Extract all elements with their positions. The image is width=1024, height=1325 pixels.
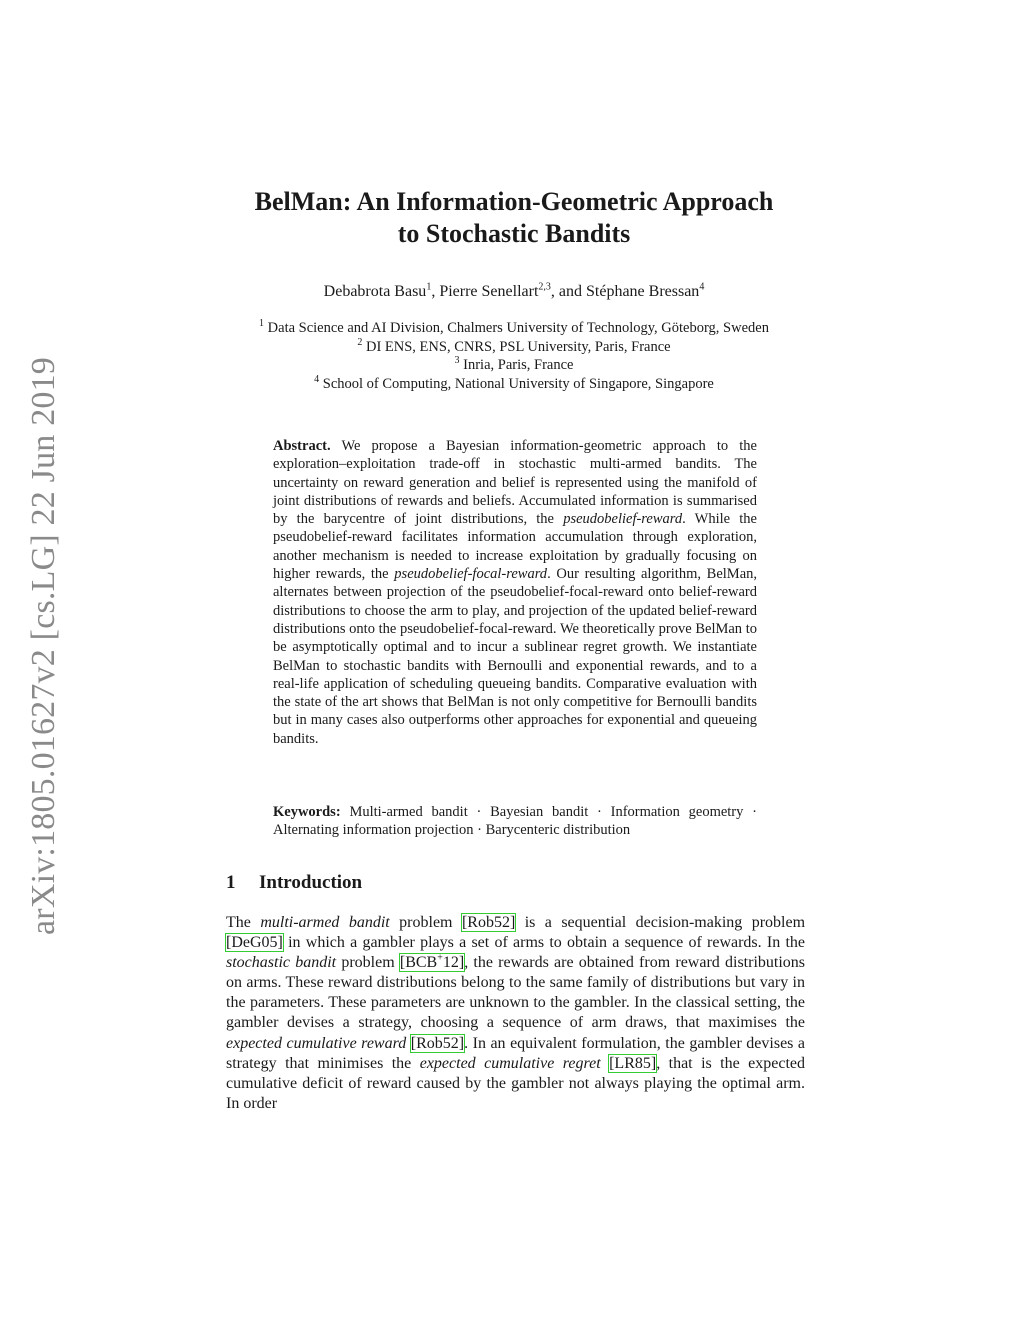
abstract xyxy=(273,437,757,748)
abstract-term: pseudobelief-reward xyxy=(563,511,683,528)
citation-link[interactable]: [LR85] xyxy=(609,1054,657,1072)
introduction-paragraph xyxy=(226,913,805,1114)
affiliation-text: DI ENS, ENS, CNRS, PSL University, Paris, France xyxy=(365,338,671,355)
title-line-1: BelMan: An Information-Geometric Approach xyxy=(254,187,774,216)
author-name: Stéphane Bressan xyxy=(586,283,700,300)
intro-text: , that is the expected cumulative deficit of reward caused by the gambler not always playing the optimal arm. In order xyxy=(226,1054,806,1112)
title-line-2: to Stochastic Bandits xyxy=(397,219,631,248)
affiliation-item xyxy=(212,319,816,338)
abstract-text: We propose a Bayesian information-geometric approach to the exploration–exploitation trade-off in stochastic multi-armed bandits. The uncertainty on reward generation and belief is represented using the manifold of joint distributions of rewards and beliefs. Accumulated information is summarised by the barycentre of joint distributions, the xyxy=(273,438,757,528)
keywords-label: Keywords: xyxy=(273,804,341,820)
intro-term: stochastic bandit xyxy=(226,954,337,972)
intro-term: expected cumulative reward xyxy=(226,1034,407,1052)
intro-term: expected cumulative regret xyxy=(419,1054,601,1072)
intro-text: problem xyxy=(341,954,395,972)
author-separator: , xyxy=(431,283,440,300)
citation-link[interactable]: [Rob52] xyxy=(410,1034,465,1052)
author-name: Pierre Senellart xyxy=(439,283,539,300)
paper-title xyxy=(212,186,816,250)
arxiv-identifier-stamp xyxy=(14,356,74,936)
citation-link[interactable]: [DeG05] xyxy=(226,934,283,952)
abstract-label: Abstract. xyxy=(273,438,331,454)
abstract-term: pseudobelief-focal-reward xyxy=(394,566,548,583)
citation-link[interactable] xyxy=(400,954,464,971)
section-heading xyxy=(226,872,362,894)
keywords xyxy=(273,803,757,840)
intro-text: is a sequential decision-making problem xyxy=(524,914,806,931)
abstract-text: . Our resulting algorithm, BelMan, alternates between projection of the pseudobelief-focal-reward onto belief-reward distributions to choose the arm to play, and projection of the updated belief-reward distributions onto the pseudobelief-focal-reward. We theoretically prove BelMan to be asymptotically optimal and to incur a sublinear regret growth. We instantiate BelMan to stochastic bandits with Bernoulli and exponential rewards, and to a real-life application of scheduling queueing bandits. Comparative evaluation with the state of the art shows that BelMan is not only competitive for Bernoulli bandits but in many cases also outperforms other approaches for exponential and queueing bandits. xyxy=(273,566,758,747)
citation-sup: + xyxy=(437,952,443,964)
affiliation-number: 3 xyxy=(454,355,460,367)
intro-term: multi-armed bandit xyxy=(260,914,390,931)
intro-text: in which a gambler plays a set of arms to obtain a sequence of rewards. In the xyxy=(288,934,805,952)
affiliation-number: 1 xyxy=(259,318,265,330)
author-separator: , and xyxy=(550,283,586,300)
abstract-text: . While the pseudobelief-reward facilitates information accumulation through exploration, another mechanism is needed to increase exploitation by gradually focusing on higher rewards, the xyxy=(273,511,757,583)
affiliation-item xyxy=(212,375,816,394)
citation-text: [BCB xyxy=(399,954,438,972)
affiliation-item xyxy=(212,356,816,375)
affiliation-text: School of Computing, National University of Singapore, Singapore xyxy=(322,375,714,392)
section-number: 1 xyxy=(226,872,236,893)
affiliation-number: 2 xyxy=(357,336,363,348)
intro-text: The xyxy=(226,914,251,931)
affiliation-list xyxy=(212,319,816,393)
affiliation-text: Data Science and AI Division, Chalmers University of Technology, Göteborg, Sweden xyxy=(267,320,769,336)
author-affiliation-mark: 1 xyxy=(426,281,432,293)
author-affiliation-mark: 2,3 xyxy=(538,281,551,293)
affiliation-text: Inria, Paris, France xyxy=(463,357,574,373)
arxiv-stamp-text: arXiv:1805.01627v2 [cs.LG] 22 Jun 2019 xyxy=(25,357,63,935)
affiliation-item xyxy=(212,338,816,357)
affiliation-number: 4 xyxy=(314,373,320,385)
intro-text: . In an equivalent formulation, the gambler devises a strategy that minimises the xyxy=(226,1034,806,1072)
section-title: Introduction xyxy=(259,872,363,893)
author-name: Debabrota Basu xyxy=(323,283,427,300)
intro-text: problem xyxy=(399,914,453,931)
keywords-text: Multi-armed bandit · Bayesian bandit · Information geometry · Alternating information projection · Barycenteric distribution xyxy=(273,804,757,839)
citation-text: 12] xyxy=(442,954,465,972)
author-list xyxy=(212,283,816,301)
author-affiliation-mark: 4 xyxy=(699,281,705,293)
intro-text: , the rewards are obtained from reward distributions on arms. These reward distributions belong to the same family of distributions but vary in the parameters. These parameters are unknown to the gambler. In the classical setting, the gambler devises a strategy, choosing a sequence of arm draws, that maximises the xyxy=(226,954,806,1032)
citation-link[interactable]: [Rob52] xyxy=(461,914,516,931)
